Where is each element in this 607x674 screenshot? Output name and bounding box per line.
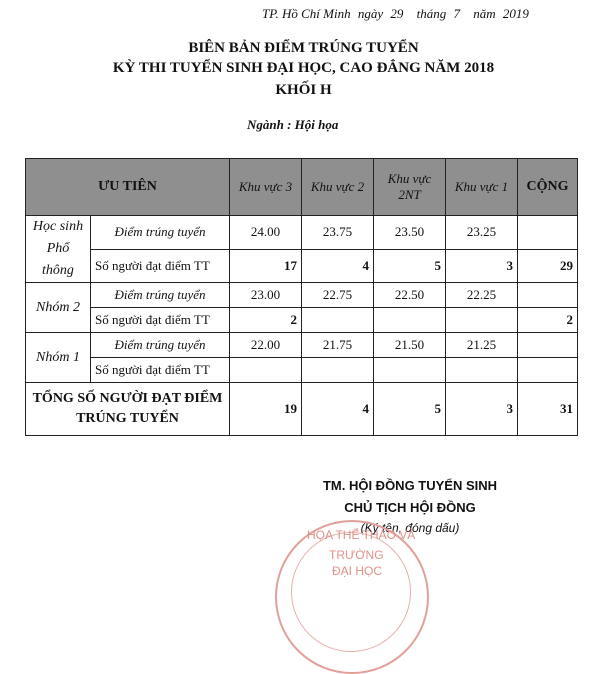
year: 2019 — [502, 6, 529, 21]
count-cell: 17 — [230, 249, 302, 283]
group-name: Học sinh Phổ thông — [26, 216, 91, 283]
priority-header: ƯU TIÊN — [26, 159, 230, 216]
empty-cell — [518, 333, 578, 358]
row-total: 2 — [518, 308, 578, 333]
count-label: Số người đạt điểm TT — [91, 308, 230, 333]
region-header: Khu vực 1 — [446, 159, 518, 216]
chairman-label: CHỦ TỊCH HỘI ĐỒNG — [344, 500, 476, 515]
empty-cell — [518, 283, 578, 308]
exam-title: KỲ THI TUYỂN SINH ĐẠI HỌC, CAO ĐẲNG NĂM 2018 — [112, 60, 495, 76]
group-name: Nhóm 1 — [26, 333, 91, 383]
table-row — [26, 358, 578, 383]
count-cell — [374, 308, 446, 333]
total-header: CỘNG — [518, 159, 578, 216]
score-label: Điểm trúng tuyển — [91, 333, 230, 358]
count-label: Số người đạt điểm TT — [91, 358, 230, 383]
count-cell — [446, 358, 518, 383]
count-cell — [302, 308, 374, 333]
score-cell: 21.25 — [446, 333, 518, 358]
score-cell: 22.75 — [302, 283, 374, 308]
score-cell: 21.50 — [374, 333, 446, 358]
day: 29 — [390, 6, 404, 21]
document-title: BIÊN BẢN ĐIỂM TRÚNG TUYỂN — [188, 40, 419, 56]
block-title: KHỐI H — [275, 82, 332, 98]
count-cell: 3 — [446, 249, 518, 283]
score-cell: 23.75 — [302, 216, 374, 250]
council-label: TM. HỘI ĐỒNG TUYỂN SINH — [322, 478, 498, 493]
score-table — [25, 158, 578, 436]
major-label: Ngành : Hội họa — [247, 117, 339, 132]
month-label: tháng — [416, 6, 447, 21]
row-total — [518, 358, 578, 383]
score-label: Điểm trúng tuyển — [91, 216, 230, 250]
table-row — [26, 249, 578, 283]
score-cell: 24.00 — [230, 216, 302, 250]
count-cell: 4 — [302, 249, 374, 283]
score-cell: 22.25 — [446, 283, 518, 308]
place: TP. Hồ Chí Minh — [262, 6, 351, 21]
count-cell: 2 — [230, 308, 302, 333]
official-stamp — [275, 520, 429, 674]
region-header: Khu vực 2 — [302, 159, 374, 216]
table-row — [26, 308, 578, 333]
sign-instruction: (Ký tên, đóng dấu) — [360, 521, 460, 535]
summary-count: 5 — [374, 383, 446, 436]
score-label: Điểm trúng tuyển — [91, 283, 230, 308]
empty-cell — [518, 216, 578, 250]
day-label: ngày — [357, 6, 384, 21]
count-cell — [446, 308, 518, 333]
summary-row — [26, 383, 578, 436]
count-cell — [230, 358, 302, 383]
score-cell: 21.75 — [302, 333, 374, 358]
row-total: 29 — [518, 249, 578, 283]
count-cell — [302, 358, 374, 383]
year-label: năm — [473, 6, 496, 21]
count-cell: 5 — [374, 249, 446, 283]
score-cell: 23.25 — [446, 216, 518, 250]
summary-label: TỔNG SỐ NGƯỜI ĐẠT ĐIỂM TRÚNG TUYỂN — [26, 383, 230, 436]
summary-count: 3 — [446, 383, 518, 436]
summary-total: 31 — [518, 383, 578, 436]
table-header-row — [26, 159, 578, 216]
summary-count: 19 — [230, 383, 302, 436]
score-cell: 23.50 — [374, 216, 446, 250]
stamp-line: ĐẠI HỌC — [332, 564, 383, 578]
summary-count: 4 — [302, 383, 374, 436]
month: 7 — [453, 6, 461, 21]
count-cell — [374, 358, 446, 383]
count-label: Số người đạt điểm TT — [91, 249, 230, 283]
table-row — [26, 216, 578, 250]
region-header: Khu vực 2NT — [374, 159, 446, 216]
stamp-arc-text: HỌA THỂ THAO VÀ — [307, 528, 416, 542]
table-row — [26, 333, 578, 358]
stamp-line: TRƯỜNG — [329, 548, 384, 562]
score-cell: 23.00 — [230, 283, 302, 308]
date-line — [262, 6, 533, 22]
table-row — [26, 283, 578, 308]
score-cell: 22.50 — [374, 283, 446, 308]
group-name: Nhóm 2 — [26, 283, 91, 333]
score-cell: 22.00 — [230, 333, 302, 358]
region-header: Khu vực 3 — [230, 159, 302, 216]
